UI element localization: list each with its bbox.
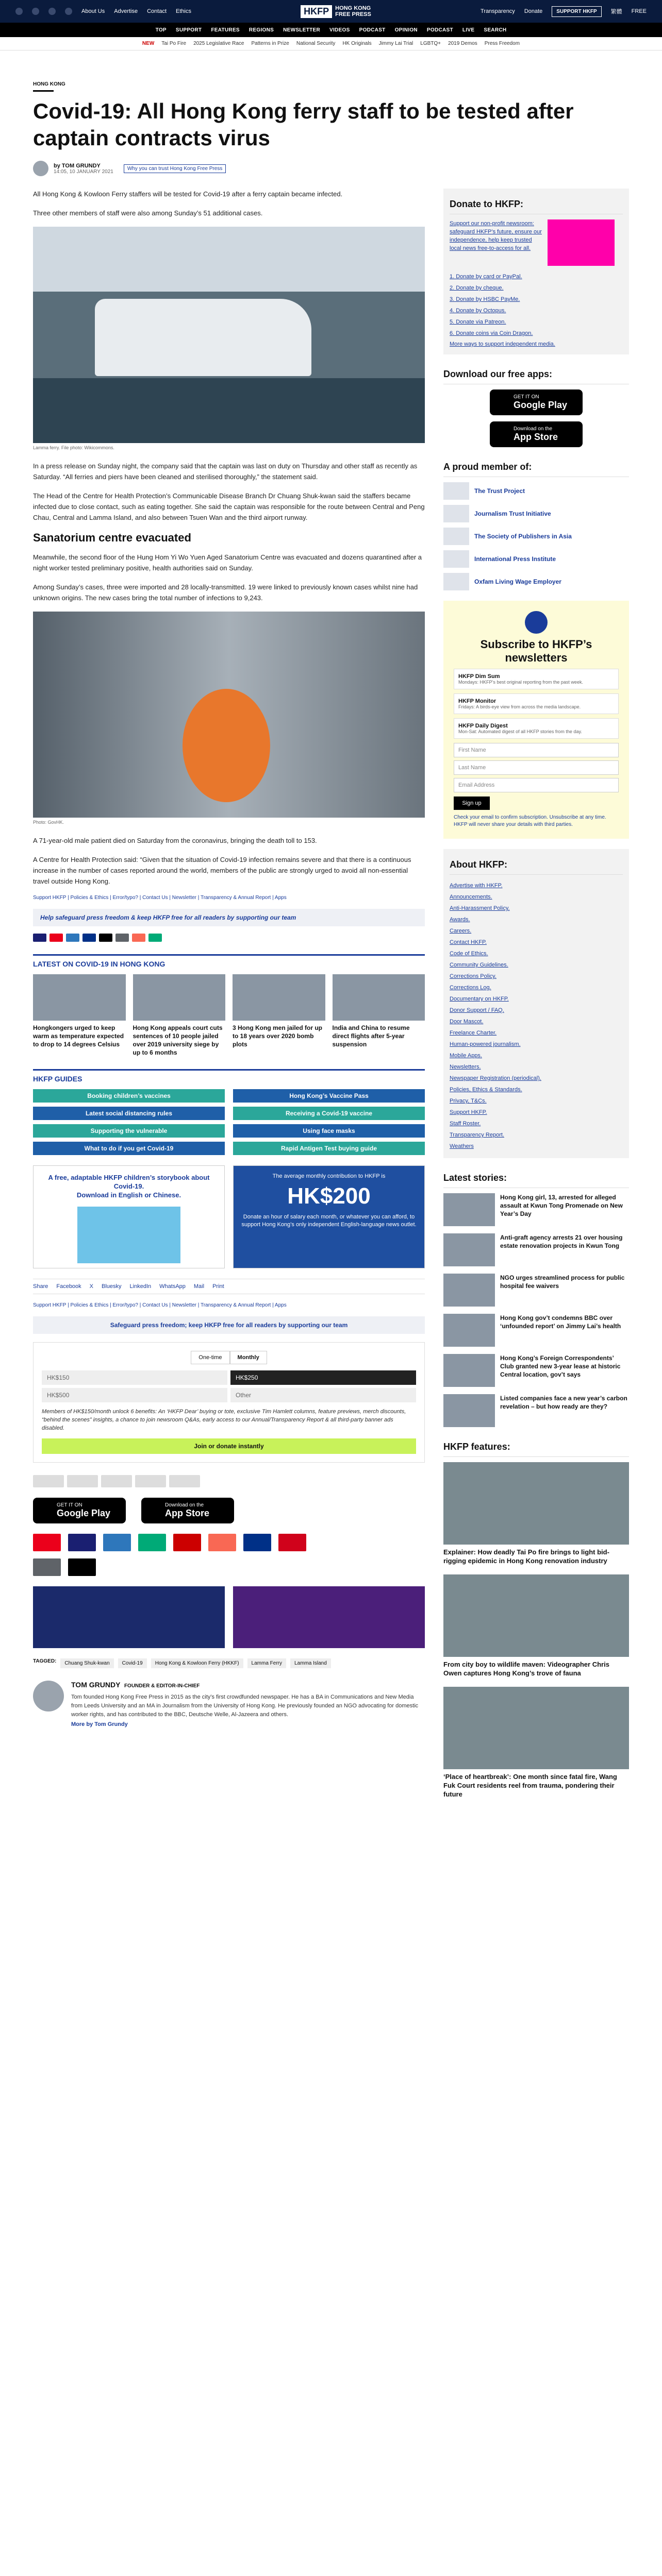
about-title: About HKFP: [450, 855, 623, 875]
about-link[interactable]: Community Guidelines. [450, 962, 508, 968]
paypal-icon [243, 1534, 271, 1551]
tags-label: TAGGED: [33, 1658, 57, 1664]
story-title[interactable]: 3 Hong Kong men jailed for up to 18 years over 2020 bomb plots [233, 1024, 322, 1048]
guide-button[interactable]: Rapid Antigen Test buying guide [233, 1142, 425, 1155]
story-thumb [33, 974, 126, 1021]
photo-caption: Photo: GovHK. [33, 820, 64, 825]
story-title[interactable]: Hongkongers urged to keep warm as temperature expected to drop to 14 degrees Celsius [33, 1024, 124, 1048]
paragraph: A Centre for Health Protection said: “Given that the situation of Covid-19 infection remains severe and that there is a continuous increase in the number of cases reported around the world, members of the public are strongly urged to avoid all non-essential travel outside Hong Kong. [33, 856, 411, 885]
tag[interactable]: Lamma Ferry [247, 1658, 286, 1668]
about-link[interactable]: Newsletters. [450, 1064, 481, 1070]
guides-title: HKFP GUIDES [33, 1069, 425, 1083]
oxfam-logo [169, 1475, 200, 1487]
latest-covid-cards [33, 974, 425, 1057]
latest-covid-title: LATEST ON COVID-19 IN HONG KONG [33, 954, 425, 968]
guide-button[interactable]: What to do if you get Covid-19 [33, 1142, 225, 1155]
about-link[interactable]: Freelance Charter. [450, 1030, 497, 1036]
ethics-promo-row [33, 1586, 425, 1648]
story-title[interactable]: Hong Kong appeals court cuts sentences of 10 people jailed over 2019 university siege by up to 6 months [133, 1024, 223, 1056]
app-store-button[interactable]: Download on the App Store [490, 421, 583, 447]
promo-text: Download in English or Chinese. [76, 1191, 181, 1199]
author-box [33, 1681, 425, 1728]
ferry-shape [95, 299, 311, 376]
nav-opinion[interactable]: OPINION [394, 27, 418, 33]
google-play-button[interactable]: GET IT ON Google Play [490, 389, 583, 415]
about-link[interactable]: Announcements. [450, 894, 492, 900]
about-link[interactable]: Anti-Harassment Policy. [450, 905, 510, 911]
about-link[interactable]: Awards. [450, 917, 470, 923]
mastercard-icon [33, 1534, 61, 1551]
footer-links[interactable]: Support HKFP | Policies & Ethics | Error/typo? | Contact Us | Newsletter | Transparency & Annual Report | Apps [33, 895, 287, 901]
patreon-icon [132, 934, 145, 942]
newsletter-option[interactable]: HKFP Dim Sum Mondays: HKFP’s best original reporting from the past week. [454, 669, 619, 689]
first-name-field[interactable]: First Name [454, 743, 619, 757]
last-name-field[interactable]: Last Name [454, 760, 619, 775]
story-thumb [443, 1354, 495, 1387]
paragraph: In a press release on Sunday night, the company said that the captain was last on duty on Thursday and other staff as recently as Saturday. “All ferries and piers have been cleaned and sterilised thoroughly,” the statement said. [33, 462, 418, 481]
story-thumb [133, 974, 226, 1021]
sidebar-app-badges [443, 389, 629, 447]
subnav-item[interactable]: Patterns in Prize [251, 41, 289, 46]
subnav-item[interactable]: 2025 Legislative Race [193, 41, 244, 46]
kicker-rule [33, 90, 54, 92]
about-link[interactable]: Corrections Policy. [450, 973, 496, 979]
member-logos [33, 1475, 425, 1487]
jcb-icon [138, 1534, 166, 1551]
search-icon[interactable] [15, 8, 23, 15]
story-thumb [333, 974, 425, 1021]
visa-icon [68, 1534, 96, 1551]
sidebar [443, 189, 629, 1808]
story-thumb [443, 1233, 495, 1266]
member-org[interactable]: Journalism Trust Initiative [443, 505, 629, 522]
share-x[interactable]: X [89, 1283, 94, 1290]
subnav-item[interactable]: HK Originals [342, 41, 372, 46]
share-facebook[interactable]: Facebook [56, 1283, 81, 1290]
donate-widget [33, 1342, 425, 1463]
tag[interactable]: Hong Kong & Kowloon Ferry (HKKF) [151, 1658, 243, 1668]
ethics-promo[interactable] [33, 1586, 225, 1648]
guide-button[interactable]: Receiving a Covid-19 vaccine [233, 1107, 425, 1120]
guide-button[interactable]: Using face masks [233, 1124, 425, 1138]
publish-date: 14:05, 10 JANUARY 2021 [54, 168, 113, 175]
jcb-icon [148, 934, 162, 942]
about-link[interactable]: Contact HKFP. [450, 939, 487, 945]
nav-search[interactable]: SEARCH [484, 27, 507, 33]
footer-links[interactable]: Support HKFP | Policies & Ethics | Error/typo? | Contact Us | Newsletter | Transparency & Annual Report | Apps [33, 1302, 287, 1308]
latest-story[interactable]: Hong Kong girl, 13, arrested for alleged assault at Kwun Tong Promenade on New Year’s Day [443, 1193, 629, 1226]
feature-story[interactable]: ‘Place of heartbreak’: One month since fatal fire, Wang Fuk Court residents reel from trauma, pondering their future [443, 1687, 629, 1799]
amount-option[interactable]: HK$150 [42, 1370, 227, 1385]
top-link-transparency[interactable]: Transparency [480, 8, 515, 14]
avatar [33, 161, 48, 176]
mall-photo [33, 612, 425, 818]
paragraph: A 71-year-old male patient died on Saturday from the coronavirus, bringing the death toll to 153. [33, 837, 317, 844]
app-badges [33, 1498, 425, 1523]
donate-method[interactable]: 1. Donate by card or PayPal. [450, 274, 522, 280]
applepay-icon [99, 934, 112, 942]
sopa-logo [101, 1475, 132, 1487]
amex-icon [66, 934, 79, 942]
app-store-button[interactable]: Download on the App Store [141, 1498, 234, 1523]
support-promo[interactable] [233, 1586, 425, 1648]
about-link[interactable]: Documentary on HKFP. [450, 996, 509, 1002]
language-toggle[interactable]: 繁體 [610, 9, 622, 15]
tag[interactable]: Covid-19 [118, 1658, 147, 1668]
gpay-icon [115, 934, 129, 942]
about-link[interactable]: Mobile Apps. [450, 1053, 482, 1059]
feature-image [443, 1574, 629, 1657]
section-heading: Sanatorium centre evacuated [33, 531, 191, 544]
hkfp-icon [525, 611, 548, 634]
about-list [450, 880, 623, 1152]
member-org[interactable]: International Press Institute [443, 550, 629, 568]
content-area [0, 189, 662, 2576]
about-link[interactable]: Corrections Log. [450, 985, 491, 991]
share-whatsapp[interactable]: WhatsApp [159, 1283, 186, 1290]
feature-story[interactable]: Explainer: How deadly Tai Po fire brings to light bid-rigging epidemic in Hong Kong renovation industry [443, 1462, 629, 1565]
feature-image [443, 1462, 629, 1545]
tag[interactable]: Chuang Shuk-kwan [60, 1658, 113, 1668]
story-title[interactable]: India and China to resume direct flights after 5-year suspension [332, 1024, 410, 1048]
contribution-promo[interactable] [233, 1165, 425, 1268]
payment-icons [33, 934, 425, 942]
oxfam-logo [443, 573, 469, 590]
member-org[interactable]: Oxfam Living Wage Employer [443, 573, 629, 590]
tag[interactable]: Lamma Island [290, 1658, 331, 1668]
story-card[interactable] [233, 974, 325, 1057]
author-role: FOUNDER & EDITOR-IN-CHIEF [124, 1683, 200, 1689]
story-card[interactable] [133, 974, 226, 1057]
author-link[interactable]: by TOM GRUNDY [54, 162, 101, 169]
ad-space [0, 50, 662, 81]
kicker[interactable]: HONG KONG [33, 81, 65, 87]
youtube-icon[interactable] [65, 8, 72, 15]
story-thumb [443, 1314, 495, 1347]
guides-grid [33, 1089, 425, 1155]
subnav-item[interactable]: National Security [296, 41, 336, 46]
nav-support[interactable]: SUPPORT [175, 27, 202, 33]
donate-image [548, 219, 615, 266]
feature-story[interactable]: From city boy to wildlife maven: Videographer Chris Owen captures Hong Kong’s trove of fauna [443, 1574, 629, 1677]
member-org[interactable]: The Society of Publishers in Asia [443, 528, 629, 545]
top-link-donate[interactable]: Donate [524, 8, 543, 14]
guide-button[interactable]: Booking children’s vaccines [33, 1089, 225, 1103]
donate-title: Donate to HKFP: [450, 195, 623, 214]
guide-button[interactable]: Latest social distancing rules [33, 1107, 225, 1120]
photo-caption: Lamma ferry. File photo: Wikicommons. [33, 445, 114, 450]
nav-features[interactable]: FEATURES [211, 27, 240, 33]
mastercard-icon [49, 934, 63, 942]
amex-icon [103, 1534, 131, 1551]
share-bluesky[interactable]: Bluesky [102, 1283, 122, 1290]
story-thumb [443, 1274, 495, 1307]
amount-option-selected[interactable]: HK$250 [230, 1370, 416, 1385]
byline [33, 161, 629, 176]
top-link-contact[interactable]: Contact [147, 8, 167, 14]
gpay-icon [33, 1558, 61, 1576]
paragraph: All Hong Kong & Kowloon Ferry staffers will be tested for Covid-19 after a ferry captain became infected. [33, 190, 343, 198]
nav-top[interactable]: TOP [155, 27, 167, 33]
amount-option[interactable]: HK$500 [42, 1388, 227, 1402]
subnav-item[interactable]: LGBTQ+ [420, 41, 441, 46]
support-banner[interactable]: Help safeguard press freedom & keep HKFP free for all readers by supporting our team [33, 909, 425, 926]
donate-method[interactable]: 6. Donate coins via Coin Dragon. [450, 330, 533, 336]
donate-panel [443, 189, 629, 354]
about-link[interactable]: Donor Support / FAQ. [450, 1007, 504, 1013]
instagram-icon[interactable] [48, 8, 56, 15]
apps-title: Download our free apps: [443, 365, 629, 384]
nav-regions[interactable]: REGIONS [249, 27, 274, 33]
latest-story[interactable]: Hong Kong’s Foreign Correspondents’ Club granted new 3-year lease at historic Central location, gov’t says [443, 1354, 629, 1387]
top-bar [0, 0, 662, 23]
guide-button[interactable]: Supporting the vulnerable [33, 1124, 225, 1138]
tab-one-time[interactable]: One-time [191, 1351, 229, 1364]
unionpay-icon [173, 1534, 201, 1551]
latest-title: Latest stories: [443, 1168, 629, 1188]
share-label: Share [33, 1283, 48, 1290]
latest-story[interactable]: Hong Kong gov’t condemns BBC over ‘unfounded report’ on Jimmy Lai’s health [443, 1314, 629, 1347]
promo-text: A free, adaptable HKFP children’s storybook about Covid-19. [48, 1174, 210, 1190]
share-print[interactable]: Print [212, 1283, 224, 1290]
page-title: Covid-19: All Hong Kong ferry staff to be tested after captain contracts virus [33, 99, 574, 150]
mascot-shape [183, 689, 270, 802]
about-panel [443, 849, 629, 1158]
paragraph: Meanwhile, the second floor of the Hung Hom Yi Wo Yuen Aged Sanatorium Centre was evacuated and dozens quarantined after a night worker tested preliminary positive, health authorities said on Sunday. [33, 553, 422, 572]
about-link[interactable]: Weathers [450, 1143, 474, 1149]
jti-logo [443, 505, 469, 522]
tab-monthly[interactable]: Monthly [230, 1351, 267, 1364]
promo-amount: HK$200 [287, 1183, 371, 1209]
share-linkedin[interactable]: LinkedIn [129, 1283, 152, 1290]
story-thumb [443, 1193, 495, 1226]
about-link[interactable]: Policies, Ethics & Standards. [450, 1087, 522, 1093]
ferry-photo [33, 227, 425, 443]
email-field[interactable]: Email Address [454, 778, 619, 792]
donate-method[interactable]: 2. Donate by cheque. [450, 285, 504, 291]
newsletter-title: Subscribe to HKFP’s newsletters [480, 638, 592, 664]
trust-project-logo [443, 482, 469, 500]
free-label: FREE [631, 8, 647, 14]
support-button[interactable]: SUPPORT HKFP [552, 6, 601, 17]
donate-methods [450, 271, 623, 339]
story-card[interactable] [333, 974, 425, 1057]
latest-story[interactable]: NGO urges streamlined process for public hospital fee waivers [443, 1274, 629, 1307]
top-link-about[interactable]: About Us [81, 8, 105, 14]
features-title: HKFP features: [443, 1437, 629, 1457]
donate-intro[interactable]: Support our non-profit newsroom: safeguard HKFP’s future, ensure our independence, help keep trusted local news free-to-access for all. [450, 221, 542, 251]
about-link[interactable]: Privacy, T&Cs. [450, 1098, 487, 1104]
nav-podcast[interactable]: PODCAST [359, 27, 386, 33]
latest-story[interactable]: Anti-graft agency arrests 21 over housing estate renovation projects in Kwun Tong [443, 1233, 629, 1266]
nav-podcast-2[interactable]: PODCAST [426, 27, 453, 33]
newsletter-note: Check your email to confirm subscription. Unsubscribe at any time. HKFP will never share your details with third parties. [454, 815, 606, 827]
promo-text: Donate an hour of salary each month, or whatever you can afford, to support Hong Kong’s only independent English-language news outlet. [241, 1214, 417, 1228]
storybook-image [77, 1207, 180, 1263]
member-org[interactable]: The Trust Project [443, 482, 629, 500]
about-link[interactable]: Human-powered journalism. [450, 1041, 521, 1047]
site-logo[interactable]: HKFP HONG KONG FREE PRESS [301, 5, 371, 18]
top-link-advertise[interactable]: Advertise [114, 8, 138, 14]
payment-methods-large [33, 1534, 322, 1576]
guide-button[interactable]: Hong Kong’s Vaccine Pass [233, 1089, 425, 1103]
about-link[interactable]: Newspaper Registration (periodical). [450, 1075, 541, 1081]
about-link[interactable]: Careers. [450, 928, 472, 934]
about-link[interactable]: Staff Roster. [450, 1121, 481, 1127]
newsletter-option[interactable]: HKFP Daily Digest Mon-Sat: Automated digest of all HKFP stories from the day. [454, 718, 619, 739]
subnav-item[interactable]: 2019 Demos [448, 41, 477, 46]
patreon-icon [208, 1534, 236, 1551]
avatar [33, 1681, 64, 1711]
story-thumb [233, 974, 325, 1021]
tag-list [33, 1658, 425, 1668]
nav-newsletter[interactable]: NEWSLETTER [283, 27, 320, 33]
applepay-icon [68, 1558, 96, 1576]
share-bar [33, 1279, 425, 1294]
paragraph: Three other members of staff were also among Sunday’s 51 additional cases. [33, 209, 263, 217]
share-mail[interactable]: Mail [193, 1283, 205, 1290]
top-link-ethics[interactable]: Ethics [176, 8, 191, 14]
visa-icon [33, 934, 46, 942]
safeguard-banner[interactable]: Safeguard press freedom; keep HKFP free for all readers by supporting our team [33, 1316, 425, 1334]
paragraph: The Head of the Centre for Health Protection’s Communicable Disease Branch Dr Chuang Shuk-kwan said the staffers became infected due to close contact, such as eating together. She said the captain was responsible for the route between Central and Peng Chau, Central and Lamma Island, and also between Tsuen Wan and the third airport runway. [33, 492, 425, 521]
about-link[interactable]: Support HKFP. [450, 1109, 487, 1115]
ipi-logo [443, 550, 469, 568]
subnav-item[interactable]: Press Freedom [484, 41, 520, 46]
more-by-author-link[interactable]: More by Tom Grundy [71, 1721, 128, 1727]
signup-button[interactable]: Sign up [454, 796, 490, 810]
author-name[interactable]: TOM GRUNDY [71, 1681, 121, 1689]
donate-tabs [42, 1351, 416, 1364]
subnav-item[interactable]: Jimmy Lai Trial [378, 41, 413, 46]
member-title: A proud member of: [443, 457, 629, 477]
about-link[interactable]: Transparency Report. [450, 1132, 504, 1138]
feature-image [443, 1687, 629, 1769]
paypal-icon [82, 934, 96, 942]
sub-nav [0, 37, 662, 50]
about-link[interactable]: Advertise with HKFP. [450, 883, 503, 889]
nav-videos[interactable]: VIDEOS [329, 27, 350, 33]
storybook-promo[interactable] [33, 1165, 225, 1268]
story-thumb [443, 1394, 495, 1427]
story-card[interactable] [33, 974, 126, 1057]
payme-icon [278, 1534, 306, 1551]
newsletter-panel [443, 601, 629, 839]
paragraph: Among Sunday’s cases, three were imported and 28 locally-transmitted. 19 were linked to previously known cases whilst nine had unknown origins. The new cases bring the total number of infections to 9,243. [33, 583, 418, 602]
nav-live[interactable]: LIVE [462, 27, 475, 33]
join-button[interactable]: Join or donate instantly [42, 1438, 416, 1454]
new-badge: NEW [142, 41, 155, 46]
amount-option[interactable]: Other [230, 1388, 416, 1402]
ipi-logo [135, 1475, 166, 1487]
donate-method[interactable]: 3. Donate by HSBC PayMe. [450, 296, 520, 302]
sopa-logo [443, 528, 469, 545]
promo-row [33, 1165, 425, 1268]
donate-method[interactable]: 4. Donate by Octopus. [450, 308, 506, 314]
main-nav [0, 23, 662, 37]
article-body [33, 189, 425, 1728]
author-bio: Tom founded Hong Kong Free Press in 2015 as the city’s first crowdfunded newspaper. He has a BA in Communications and New Media from Leeds University and an MA in Journalism from the University of Hong Kong. He previously founded an NGO advocating for domestic worker rights, and has contributed to the BBC, Deutsche Welle, Al-Jazeera and others. [71, 1694, 419, 1718]
article-header [0, 81, 662, 176]
about-link[interactable]: Door Mascot. [450, 1019, 484, 1025]
jti-logo [67, 1475, 98, 1487]
donate-method[interactable]: 5. Donate via Patreon. [450, 319, 506, 325]
amount-grid [42, 1370, 416, 1402]
x-icon[interactable] [32, 8, 39, 15]
trust-project-logo [33, 1475, 64, 1487]
about-link[interactable]: Code of Ethics. [450, 951, 488, 957]
trust-link[interactable]: Why you can trust Hong Kong Free Press [124, 164, 226, 173]
subnav-item[interactable]: Tai Po Fire [161, 41, 187, 46]
google-play-button[interactable]: GET IT ON Google Play [33, 1498, 126, 1523]
promo-text: The average monthly contribution to HKFP is [272, 1173, 386, 1179]
member-benefits: Members of HK$150/month unlock 6 benefits: An ‘HKFP Dear’ buying or tote, exclusive Tim Hamlett columns, feature previews, merch discounts, “behind the scenes” insights, a chance to join newsroom Q&As, early access to our Annual/Transparency Report & all third-party banner ads disabled. [42, 1409, 406, 1431]
latest-story[interactable]: Listed companies face a new year’s carbon revelation – but how ready are they? [443, 1394, 629, 1427]
newsletter-option[interactable]: HKFP Monitor Fridays: A birds-eye view from across the media landscape. [454, 693, 619, 714]
more-ways-link[interactable]: More ways to support independent media. [450, 341, 555, 347]
